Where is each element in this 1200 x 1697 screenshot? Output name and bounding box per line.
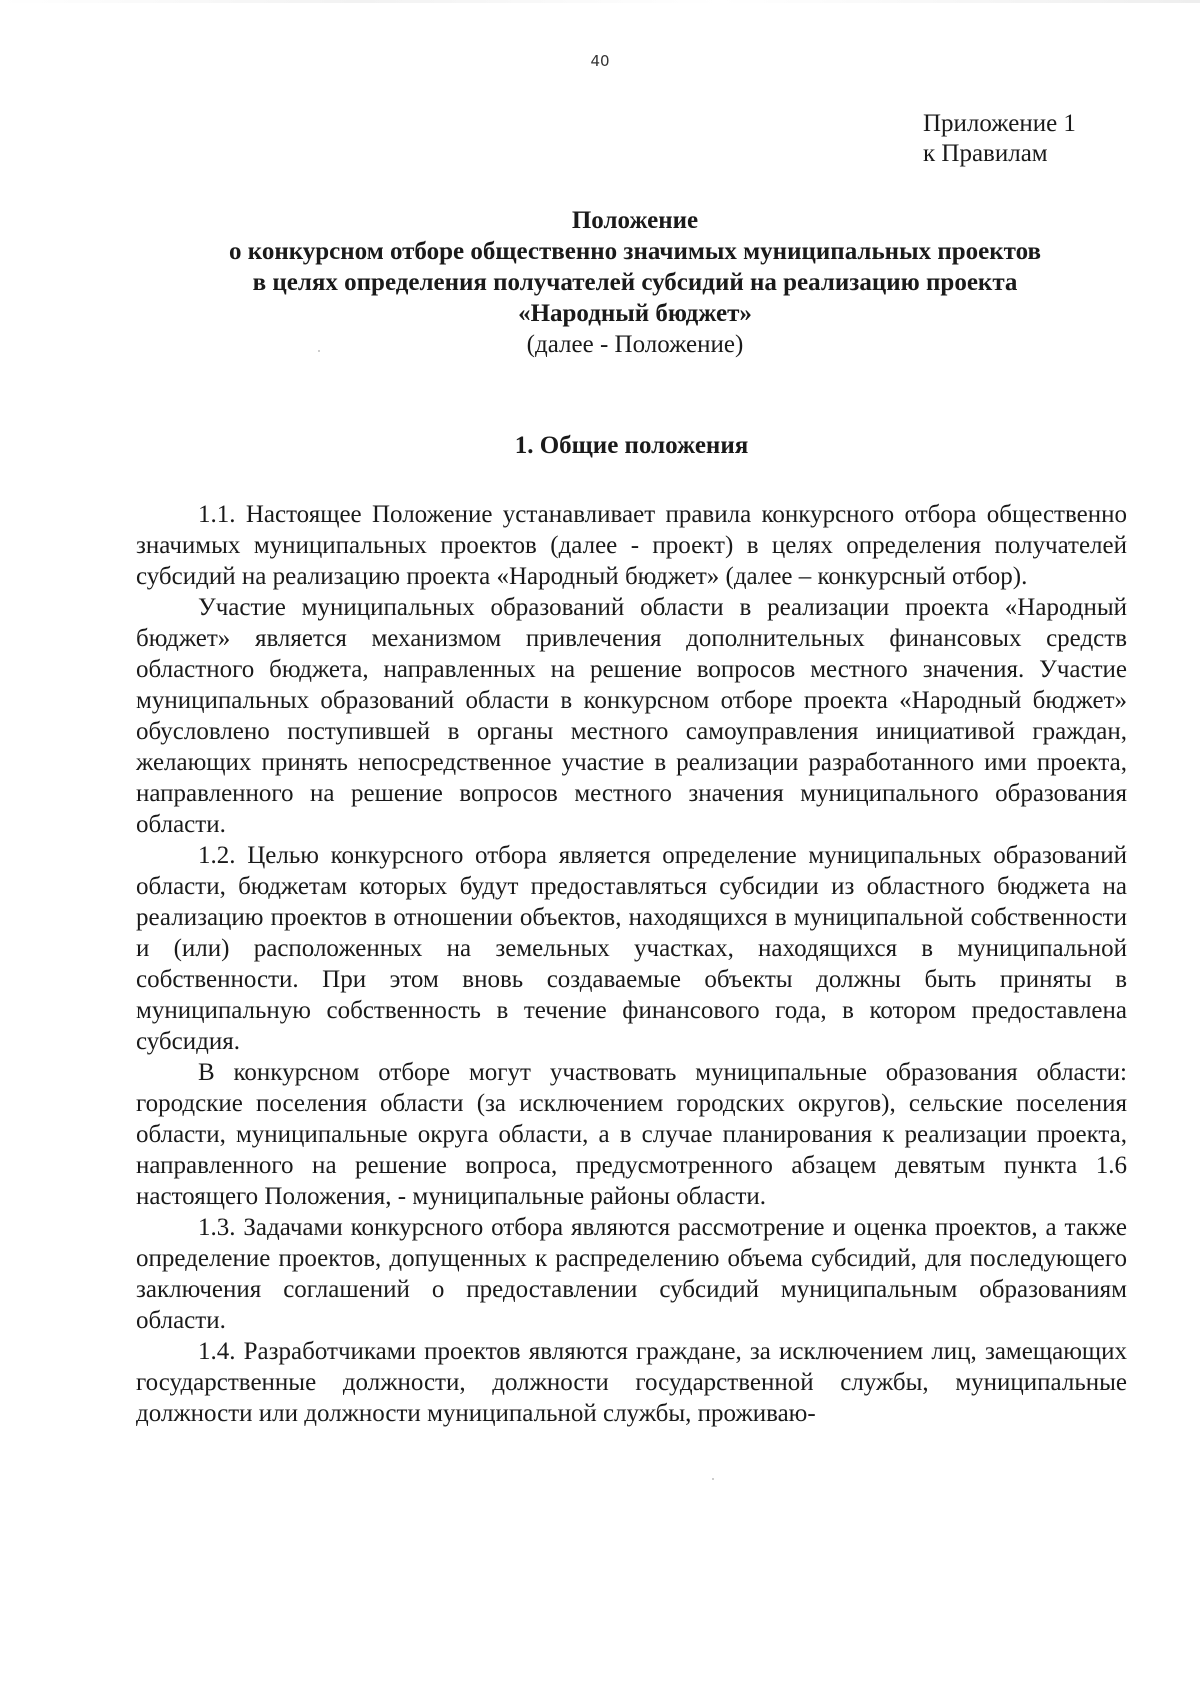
scan-top-edge: [0, 0, 1200, 3]
title-line-1: Положение: [571, 207, 699, 234]
paragraph-participants: В конкурсном отборе могут участвовать муниципальные образования области: городские поселения области (за исключением городских округов), сельские поселения области, муниципальные округа области, а в случае планирования к реализации проекта, направленного на решение вопроса, предусмотренного абзацем девятым пункта 1.6 настоящего Положения, - муниципальные районы области.: [136, 1059, 1127, 1210]
paragraph-1-1: 1.1. Настоящее Положение устанавливает правила конкурсного отбора общественно значимых муниципальных проектов (далее - проект) в целях определения получателей субсидий на реализацию проекта «Народный бюджет» (далее – конкурсный отбор).: [136, 501, 1127, 590]
paragraph-1-4: 1.4. Разработчиками проектов являются граждане, за исключением лиц, замещающих государственные должности, должности государственной службы, муниципальные должности или должности муниципальной службы, проживаю-: [136, 1338, 1127, 1427]
document-title: [120, 205, 1150, 360]
title-line-3: в целях определения получателей субсидий на реализацию проекта: [252, 269, 1018, 296]
document-body: [136, 499, 1127, 1429]
section-heading: 1. Общие положения: [514, 432, 749, 459]
paragraph-1-3: 1.3. Задачами конкурсного отбора являются рассмотрение и оценка проектов, а также определение проектов, допущенных к распределению объема субсидий, для последующего заключения соглашений о предоставлении субсидий муниципальным образованиям области.: [136, 1214, 1127, 1334]
appendix-line-1: Приложение 1: [923, 110, 1076, 137]
scan-speck: [318, 350, 320, 352]
title-line-4: «Народный бюджет»: [518, 300, 752, 327]
scan-speck: [712, 1478, 714, 1480]
title-line-2: о конкурсном отборе общественно значимых муниципальных проектов: [229, 238, 1041, 265]
title-line-5: (далее - Положение): [526, 331, 744, 358]
appendix-line-2: к Правилам: [923, 140, 1048, 167]
page-number: 40: [590, 52, 610, 70]
paragraph-participation: Участие муниципальных образований области в реализации проекта «Народный бюджет» является механизмом привлечения дополнительных финансовых средств областного бюджета, направленных на решение вопросов местного значения. Участие муниципальных образований области в конкурсном отборе проекта «Народный бюджет» обусловлено поступившей в органы местного самоуправления инициативой граждан, желающих принять непосредственное участие в реализации разработанного ими проекта, направленного на решение вопросов местного значения муниципального образования области.: [136, 594, 1127, 838]
paragraph-1-2: 1.2. Целью конкурсного отбора является определение муниципальных образований области, бюджетам которых будут предоставляться субсидии из областного бюджета на реализацию проектов в отношении объектов, находящихся в муниципальной собственности и (или) расположенных на земельных участках, находящихся в муниципальной собственности. При этом вновь создаваемые объекты должны быть приняты в муниципальную собственность в течение финансового года, в котором предоставлена субсидия.: [136, 842, 1127, 1055]
appendix-reference: [923, 109, 1076, 169]
